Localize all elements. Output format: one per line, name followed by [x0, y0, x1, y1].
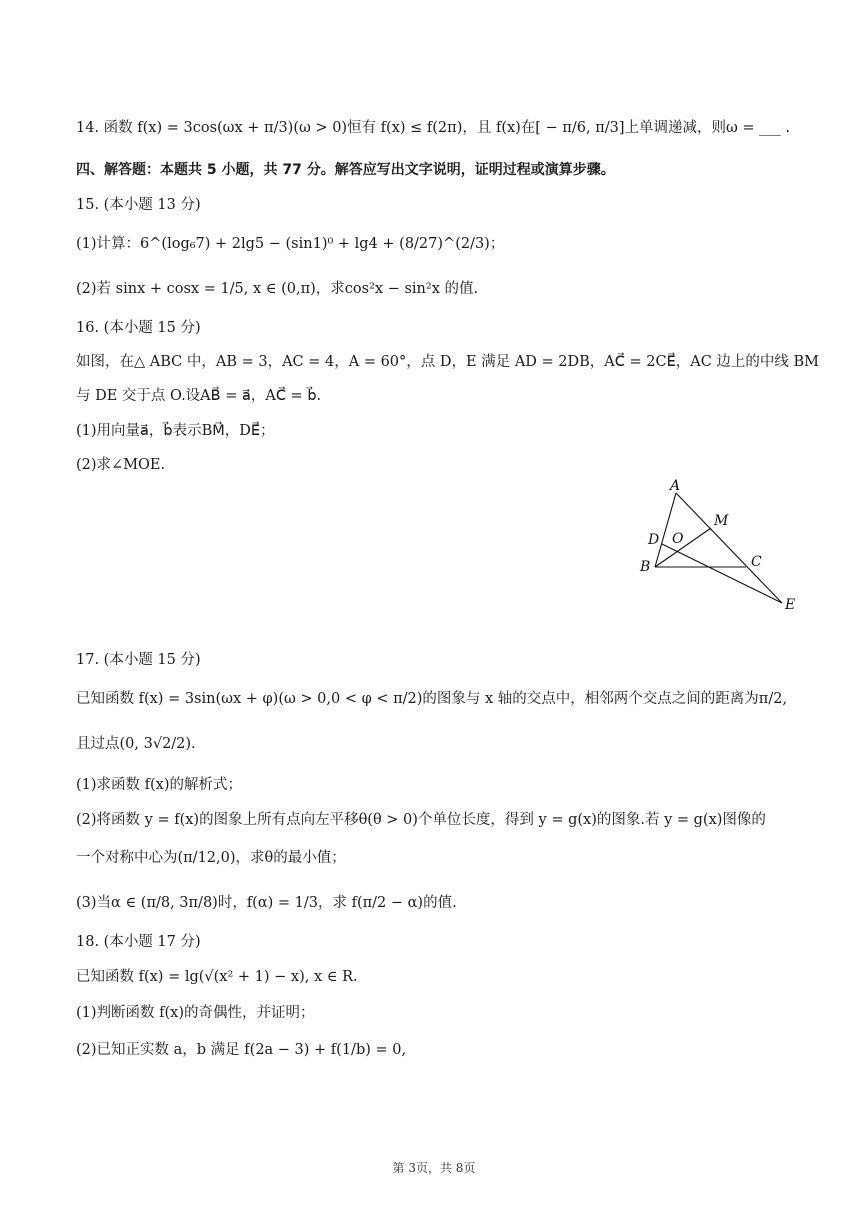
- question-15-title: 15. (本小题 13 分): [76, 197, 201, 213]
- question-18-body: 已知函数 f(x) = lg(√(x² + 1) − x), x ∈ R.: [76, 969, 358, 985]
- question-17-part2-line1: (2)将函数 y = f(x)的图象上所有点向左平移θ(θ > 0)个单位长度，得到 y = g(x)的图象.若 y = g(x)图像的: [76, 812, 766, 828]
- question-18-title: 18. (本小题 17 分): [76, 934, 201, 950]
- question-16-part1: (1)用向量a⃗，b⃗表示BM⃗，DE⃗；: [76, 423, 275, 439]
- label-O: O: [672, 531, 684, 547]
- question-17-body-line2: 且过点(0, 3√2/2).: [76, 736, 196, 752]
- question-16-part2: (2)求∠MOE.: [76, 457, 166, 473]
- question-18-part2: (2)已知正实数 a，b 满足 f(2a − 3) + f(1/b) = 0,: [76, 1042, 407, 1058]
- question-16-body-line1: 如图，在△ ABC 中，AB = 3，AC = 4，A = 60°，点 D，E 满足 AD = 2DB，AC⃗ = 2CE⃗，AC 边上的中线 BM: [76, 354, 820, 370]
- page-footer: 第 3页，共 8页: [392, 1161, 476, 1175]
- label-A: A: [670, 478, 681, 494]
- section-heading: 四、解答题：本题共 5 小题，共 77 分。解答应写出文字说明，证明过程或演算步骤。: [76, 162, 615, 178]
- segment-AE: [676, 493, 782, 603]
- question-17-part2-line2: 一个对称中心为(π/12,0)，求θ的最小值；: [76, 850, 346, 866]
- question-14: 14. 函数 f(x) = 3cos(ωx + π/3)(ω > 0)恒有 f(x) ≤ f(2π)，且 f(x)在[ − π/6, π/3]上单调递减，则ω = ___ .: [76, 120, 791, 136]
- question-15-part2: (2)若 sinx + cosx = 1/5, x ∈ (0,π)，求cos²x − sin²x 的值.: [76, 281, 479, 297]
- question-16-body-line2: 与 DE 交于点 O.设AB⃗ = a⃗，AC⃗ = b⃗.: [76, 388, 322, 404]
- question-17-title: 17. (本小题 15 分): [76, 652, 201, 668]
- label-D: D: [648, 532, 660, 548]
- question-17-part1: (1)求函数 f(x)的解析式；: [76, 777, 243, 793]
- triangle-figure: [630, 470, 810, 620]
- label-E: E: [785, 597, 796, 613]
- question-18-part1: (1)判断函数 f(x)的奇偶性，并证明；: [76, 1005, 315, 1021]
- question-16-title: 16. (本小题 15 分): [76, 320, 201, 336]
- label-B: B: [640, 559, 651, 575]
- label-M: M: [714, 513, 729, 529]
- label-C: C: [751, 554, 762, 570]
- question-17-part3: (3)当α ∈ (π/8, 3π/8)时，f(α) = 1/3，求 f(π/2 − α)的值.: [76, 895, 457, 911]
- segment-AB: [655, 493, 676, 567]
- question-15-part1: (1)计算：6^(log₆7) + 2lg5 − (sin1)⁰ + lg4 + (8/27)^(2/3)；: [76, 236, 505, 252]
- segment-DE: [662, 544, 782, 603]
- question-17-body-line1: 已知函数 f(x) = 3sin(ωx + φ)(ω > 0,0 < φ < π/2)的图象与 x 轴的交点中，相邻两个交点之间的距离为π/2,: [76, 691, 788, 707]
